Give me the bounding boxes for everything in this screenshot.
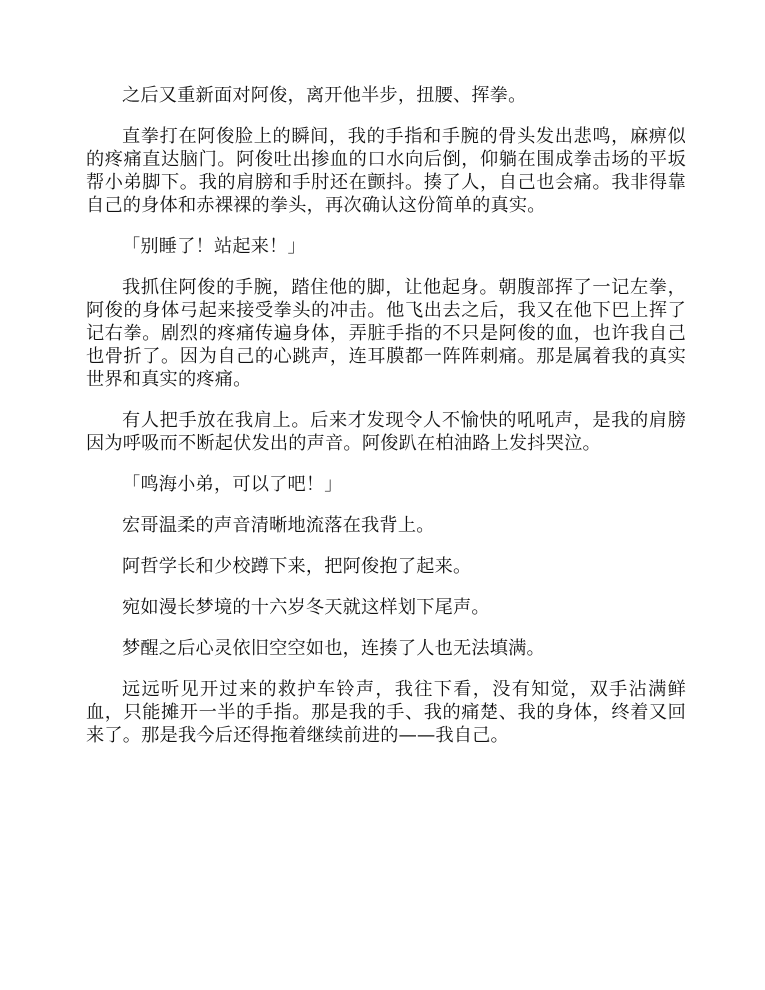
paragraph: 梦醒之后心灵依旧空空如也，连揍了人也无法填满。: [122, 638, 545, 659]
paragraph: 有人把手放在我肩上。后来才发现令人不愉快的吼吼声，是我的肩膀因为呼吸而不断起伏发出的声音。阿俊趴在柏油路上发抖哭泣。: [86, 410, 686, 454]
dialogue-line: 「别睡了！站起来！」: [122, 236, 306, 257]
paragraph: 宏哥温柔的声音清晰地流落在我背上。: [122, 515, 435, 536]
paragraph: 直拳打在阿俊脸上的瞬间，我的手指和手腕的骨头发出悲鸣，麻痹似的疼痛直达脑门。阿俊吐出掺血的口水向后倒，仰躺在围成拳击场的平坂帮小弟脚下。我的肩膀和手肘还在颤抖。揍了人，自己也会痛。我非得靠自己的身体和赤裸裸的拳头，再次确认这份简单的真实。: [86, 126, 686, 216]
paragraph: 阿哲学长和少校蹲下来，把阿俊抱了起来。: [122, 556, 472, 577]
paragraph: 我抓住阿俊的手腕，踏住他的脚，让他起身。朝腹部挥了一记左拳，阿俊的身体弓起来接受拳头的冲击。他飞出去之后，我又在他下巴上挥了记右拳。剧烈的疼痛传遍身体，弄脏手指的不只是阿俊的血，也许我自己也骨折了。因为自己的心跳声，连耳膜都一阵阵刺痛。那是属着我的真实世界和真实的疼痛。: [86, 277, 686, 390]
document-page: [86, 84, 686, 765]
paragraph: 之后又重新面对阿俊，离开他半步，扭腰、挥拳。: [122, 85, 527, 106]
paragraph: 远远听见开过来的救护车铃声，我往下看，没有知觉，双手沾满鲜血，只能摊开一半的手指。那是我的手、我的痛楚、我的身体，终着又回来了。那是我今后还得拖着继续前进的——我自己。: [86, 679, 686, 746]
dialogue-line: 「鸣海小弟，可以了吧！」: [122, 474, 343, 495]
paragraph: 宛如漫长梦境的十六岁冬天就这样划下尾声。: [122, 597, 490, 618]
